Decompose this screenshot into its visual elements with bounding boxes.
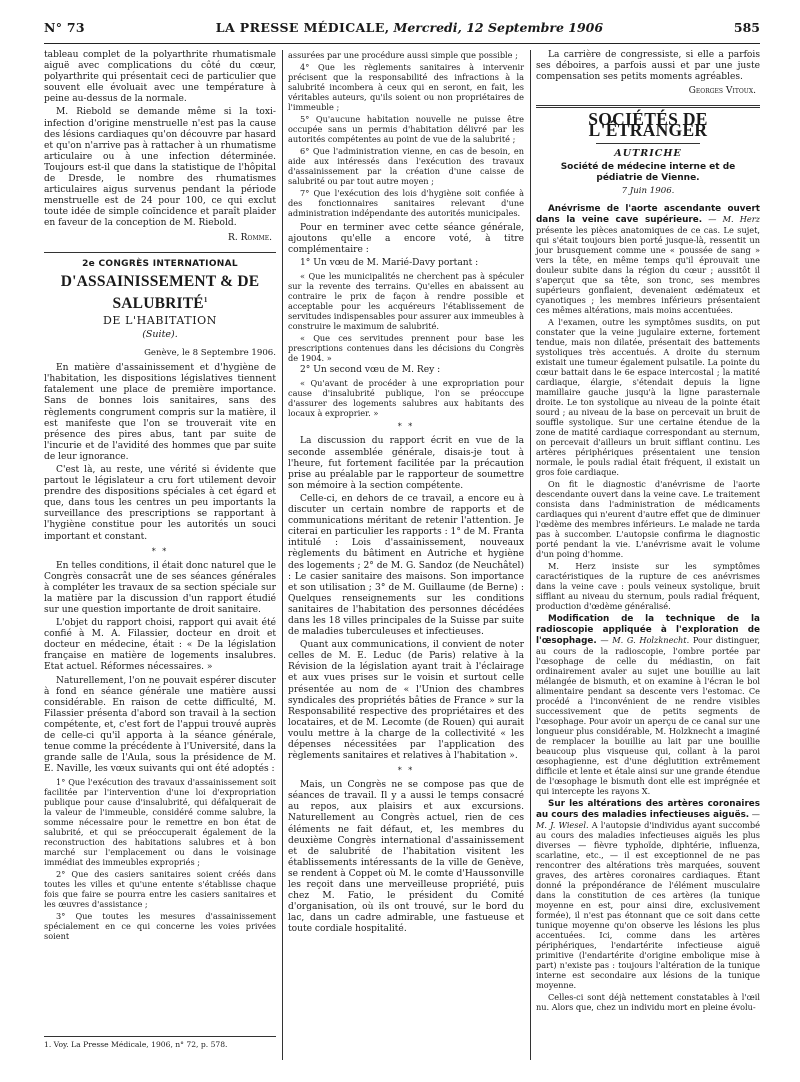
resolution-item: assurées par une procédure aussi simple que possible ; <box>288 50 518 60</box>
paragraph: La discussion du rapport écrit en vue de la seconde assemblée générale, disais-je tout à l'heure, fut fortement facilitée par la précaution prise au préalable par le rapporteur de soumettre son mémoire à la section compétente. <box>288 436 524 491</box>
issue-date: Mercredi, 12 Septembre 1906 <box>393 20 604 35</box>
report-text: présente les pièces anatomiques de ce cas. Le sujet, qui s'était toujours bien porté jusque-là, ressentit un jour brusquement comme une « poussée de sang » vers la tête, en même temps qu'il éprouvait une douleur subite dans la région du cœur ; aussitôt il s'aperçut que sa tête, son tronc, ses membres supérieurs gonflaient, devenaient œdémateux et cyanotiques ; les membres inférieurs présentaient ces mêmes altérations, mais moins accentuées. <box>536 224 760 315</box>
section-title: SOCIÉTÉS DE L'ÉTRANGER <box>588 109 708 141</box>
report-author: M. J. Wiesel. <box>536 819 589 830</box>
resolution-item: 2° Que des casiers sanitaires soient créés dans toutes les villes et qu'une entente s'établisse chaque fois que faire se pourra entre les casiers sanitaires et les œuvres d'assistance ; <box>44 869 276 910</box>
resolution-item: 6° Que l'administration vienne, en cas de besoin, en aide aux intéressés dans l'exécution des travaux d'assainissement par la création d'une caisse de salubrité ou par tout autre moyen ; <box>288 146 524 186</box>
header-rule <box>44 43 760 44</box>
report-author: M. G. Holzknecht. <box>612 634 690 645</box>
quotation: « Que ces servitudes prennent pour base les prescriptions contenues dans les décisions du Congrès de 1904. » <box>288 333 524 364</box>
issue-number: N° 73 <box>44 20 85 35</box>
paragraph: M. Herz insiste sur les symptômes caractéristiques de la rupture de ces anévrismes dans la veine cave : pouls veineux systolique, bruit sifflant au niveau du sternum, pouls radial fréquent, production d'œdème généralisé. <box>536 560 760 611</box>
footnote-marker: 1 <box>203 295 208 304</box>
column-3 <box>536 50 760 1014</box>
column-2 <box>288 50 524 938</box>
paragraph: Celle-ci, en dehors de ce travail, a encore eu à discuter un certain nombre de rapports et de communications méritant de retenir l'attention. Je citerai en particulier les rapports : 1° de M. Franta intitulé : Lois d'assainissement, nouveaux règlements du bâtiment en Autriche et hygiène des logements ; 2° de M. G. Sandoz (de Neuchâtel) : Le casier sanitaire des maisons. Son importance et son utilisation ; 3° de M. Guillaume (de Berne) : Quelques renseignements sur les conditions sanitaires de l'habitation des personnes décédées dans les 18 villes principales de la Suisse par suite de maladies tuberculeuses et infectieuses. <box>288 493 524 638</box>
journal-masthead <box>216 20 603 35</box>
wish-heading: 2° Un second vœu de M. Rey : <box>300 365 441 376</box>
paragraph: Mais, un Congrès ne se compose pas que de séances de travail. Il y a aussi le temps consacré au repos, aux plaisirs et aux excursions. Naturellement au Congrès actuel, rien de ces éléments ne fait défaut, et, les membres du deuxième Congrès international d'assainissement et de salubrité de l'habitation visitent les établissements intéressants de la ville de Genève, se rendent à Coppet où M. le comte d'Haussonville les reçoit dans une merveilleuse propriété, puis chez M. Fatio, le président du Comité d'organisation, où ils ont trouvé, sur le bord du lac, dans un cadre admirable, une fastueuse et toute cordiale hospitalité. <box>288 780 524 935</box>
paragraph: La carrière de congressiste, si elle a parfois ses déboires, a parfois aussi et par une juste compensation ses petits moments agréables. <box>536 50 760 83</box>
paragraph: Pour en terminer avec cette séance générale, ajoutons qu'elle a encore voté, à titre complémentaire : <box>288 223 524 256</box>
report-radioscopie: Modification de la technique de la radioscopie appliquée à l'exploration de l'œsophage. — M. G. Holzknecht. Pour distinguer, au cours de la radioscopie, l'ombre portée par l'œsophage de celle du médiastin, on fait ordinairement avaler au sujet une bouillie au lait mélangée de bismuth, et on examine à l'écran le bol alimentaire pendant sa descente vers l'estomac. Ce procédé a l'inconvénient de ne rendre visibles successivement que de petits segments de l'œsophage. Pour avoir un aperçu de ce canal sur une longueur plus considérable, M. Holzknecht a imaginé de remplacer la bouillie au lait par une bouillie beaucoup plus visqueuse qui, collant à la paroi œsophagienne, est d'une déglutition extrêmement difficile et lente et étale ainsi sur une grande étendue de l'œsophage le bismuth dont elle est imprégnée et qui intercepte les rayons X. <box>536 613 760 796</box>
congress-suite: (Suite). <box>142 328 178 340</box>
congress-number: 2e CONGRÈS INTERNATIONAL <box>82 258 238 269</box>
report-title: Modification de la technique de la radioscopie appliquée à l'exploration de l'œsophage. <box>536 613 760 646</box>
paragraph: tableau complet de la polyarthrite rhumatismale aiguë avec complications du côté du cœur, polyarthrite qui présentait ceci de particulier que souvent elle évoluait avec une température à peine au-dessus de la normale. <box>44 50 276 105</box>
paragraph: Quant aux communications, il convient de noter celles de M. E. Leduc (de Paris) relative à la Révision de la législation ayant trait à l'éclairage et aux vues prises sur le voisin et surtout celle présentée au nom de « l'Union des chambres syndicales des propriétés bâties de France » sur la Responsabilité respective des propriétaires et des locataires, et de M. Lecomte (de Rouen) qui aurait voulu mettre à la charge de la collectivité « les dépenses nécessitées par l'application des règlements sanitaires et relatives à l'habitation ». <box>288 640 524 762</box>
section-stars: * * <box>397 422 415 432</box>
column-1 <box>44 50 276 943</box>
wish-heading: 1° Un vœu de M. Marié-Davy portant : <box>300 258 479 269</box>
report-title: Sur les altérations des artères coronaires au cours des maladies infectieuses aiguës. <box>536 798 760 820</box>
resolution-item: 7° Que l'exécution des lois d'hygiène soit confiée à des fonctionnaires sanitaires relevant d'une administration indépendante des autorités municipales. <box>288 188 524 218</box>
report-title: Anévrisme de l'aorte ascendante ouvert dans la veine cave supérieure. <box>536 203 760 225</box>
page-number: 585 <box>733 20 760 35</box>
paragraph: A l'examen, outre les symptômes susdits, on put constater que la veine jugulaire externe, fortement tendue, mais non dilatée, présentait des battements systoliques très accentués. A droite du sternum existait une tumeur également pulsatile. La pointe du cœur battait dans le 6e espace intercostal ; la matité cardiaque, élargie, s'étendait depuis la ligne mamillaire gauche jusqu'à la ligne parasternale droite. Le ton systolique au niveau de la pointe était sourd ; au niveau de la base on percevait un bruit de souffle systolique. Sur une certaine étendue de la zone de matité cardiaque correspondant au sternum, on percevait d'ailleurs un bruit sifflant continu. Les artères périphériques présentaient une tension normale, le pouls radial était fréquent, il existait un gros foie cardiaque. <box>536 316 760 477</box>
title-underline <box>596 143 700 144</box>
column-divider-2 <box>530 50 531 1060</box>
paragraph: Celles-ci sont déjà nettement constatables à l'œil nu. Alors que, chez un individu mort en pleine évolu- <box>536 991 760 1012</box>
report-anevrisme: Anévrisme de l'aorte ascendante ouvert dans la veine cave supérieure. — M. Herz présente les pièces anatomiques de ce cas. Le sujet, qui s'était toujours bien porté jusque-là, ressentit un jour brusquement comme une « poussée de sang » vers la tête, en même temps qu'il éprouvait une douleur subite dans la région du cœur ; aussitôt il s'aperçut que sa tête, son tronc, ses membres supérieurs gonflaient, devenaient œdémateux et cyanotiques ; les membres inférieurs présentaient ces mêmes altérations, mais moins accentuées. <box>536 203 760 315</box>
page-header <box>44 20 760 42</box>
resolution-item: 4° Que les règlements sanitaires à intervenir précisent que la responsabilité des infractions à la salubrité incombera à ceux qui en seront, en fait, les véritables auteurs, qu'ils soient ou non propriétaires de l'immeuble ; <box>288 62 524 112</box>
congress-title: D'ASSAINISSEMENT & DE SALUBRITÉ$^1$ <box>60 272 260 312</box>
section-separator <box>44 252 276 253</box>
dateline: Genève, le 8 Septembre 1906. <box>144 348 276 359</box>
section-separator <box>536 105 760 108</box>
country-heading: AUTRICHE <box>614 147 682 159</box>
column-divider-1 <box>282 50 283 1060</box>
report-author: M. Herz <box>722 213 760 224</box>
journal-title: LA PRESSE MÉDICALE, <box>215 20 390 35</box>
paragraph: On fit le diagnostic d'anévrisme de l'aorte descendante ouvert dans la veine cave. Le traitement consista dans l'administration de médicaments cardiaques qui n'eurent d'autre effet que de diminuer l'œdème des membres inférieurs. Le malade ne tarda pas à succomber. L'autopsie confirma le diagnostic porté pendant la vie. L'anévrisme avait le volume d'un poing d'homme. <box>536 478 760 559</box>
society-name: Société de médecine interne et de pédiatrie de Vienne. <box>560 161 736 183</box>
resolution-item: 3° Que toutes les mesures d'assainissement spécialement en ce qui concerne les voies privées soient <box>44 911 276 942</box>
congress-subtitle: DE L'HABITATION <box>102 313 218 327</box>
quotation: « Que les municipalités ne cherchent pas à spéculer sur la revente des terrains. Qu'elles en abaissent au contraire le prix de façon à rendre possible et acceptable pour les acquéreurs l'établissement de servitudes indispensables pour assurer aux immeubles à construire le maximum de salubrité. <box>288 271 524 332</box>
paragraph: C'est là, au reste, une vérité si évidente que partout le législateur a cru fort utilement devoir prendre des dispositions spéciales à cet égard et que, dans tous les centres un peu importants la surveillance des prescriptions se rapportant à l'hygiène constitue pour les autorités un souci important et constant. <box>44 464 276 542</box>
paragraph: Naturellement, l'on ne pouvait espérer discuter à fond en séance générale une matière aussi considérable. En raison de cette difficulté, M. Filassier présenta d'abord son travail à la section compétente, et, c'est fort de l'appui trouvé auprès de celle-ci qu'il apporta à la séance générale, tenue comme la précédente à l'Université, dans la grande salle de l'Aula, sous la présidence de M. E. Naville, les vœux suivants qui ont été adoptés : <box>44 675 276 775</box>
paragraph: En telles conditions, il était donc naturel que le Congrès consacrât une de ses séances générales à compléter les travaux de sa section spéciale sur la matière par la discussion d'un rapport étudié sur une question importante de droit sanitaire. <box>44 560 276 615</box>
paragraph: L'objet du rapport choisi, rapport qui avait été confié à M. A. Filassier, docteur en droit et docteur en médecine, était : « De la législation française en matière de logements insalubres. Etat actuel. Réformes nécessaires. » <box>44 618 276 673</box>
report-text: A l'autopsie d'individus ayant succombé au cours des maladies infectieuses aiguës les plus diverses — fièvre typhoïde, diphtérie, influenza, scarlatine, etc., — il est exceptionnel de ne pas rencontrer des altérations très marquées, souvent graves, des artères coronaires cardiaques. Étant donné la prépondérance de l'élément musculaire dans la constitution de ces artères (la tunique moyenne en est, pour ainsi dire, exclusivement formée), il n'est pas étonnant que ce soit dans cette tunique moyenne qu'on observe les lésions les plus accentuées. Ici, comme dans les artères périphériques, l'endartérite infectieuse aiguë primitive (l'endartérite d'origine embolique mise à part) n'existe pas : toujours l'altération de la tunique interne est secondaire aux lésions de la tunique moyenne. <box>536 819 760 990</box>
article-signature: R. Romme. <box>228 232 272 243</box>
quotation: « Qu'avant de procéder à une expropriation pour cause d'insalubrité publique, l'on se préoccupe d'assurer des logements salubres aux habitants des locaux à exproprier. » <box>288 378 524 419</box>
paragraph: M. Riebold se demande même si la toxi-infection d'origine menstruelle n'est pas la cause des lésions cardiaques qu'on découvre par hasard et qu'on n'arrive pas à rattacher à un rhumatisme articulaire ou à une infection déterminée. Toujours est-il que dans la statistique de l'hôpital de Dresde, le nombre des rhumatismes articulaires aigus survenus pendant la période menstruelle est de 24 pour 100, ce qui exclut toute idée de simple coïncidence et paraît plaider en faveur de la conception de M. Riebold. <box>44 107 276 229</box>
meeting-date: 7 Juin 1906. <box>621 185 675 196</box>
resolution-item: 5° Qu'aucune habitation nouvelle ne puisse être occupée sans un permis d'habitation délivré par les autorités compétentes au point de vue de la salubrité ; <box>288 114 524 144</box>
article-signature: Georges Vitoux. <box>688 86 756 97</box>
footnote: 1. Voy. La Presse Médicale, 1906, n° 72, p. 578. <box>44 1036 276 1049</box>
resolution-item: 1° Que l'exécution des travaux d'assainissement soit facilitée par l'intervention d'une loi d'expropriation publique pour cause d'insalubrité, qui défalquerait de la valeur de l'immeuble, considéré comme salubre, la somme nécessaire pour le remettre en bon état de salubrité, et qui se préoccuperait également de la reconstruction des habitations salubres et à bon marché sur l'emplacement ou dans le voisinage immédiat des immeubles expropriés ; <box>44 777 276 868</box>
section-stars: * * <box>397 766 415 776</box>
report-coronaires: Sur les altérations des artères coronaires au cours des maladies infectieuses aiguës. — M. J. Wiesel. A l'autopsie d'individus ayant succombé au cours des maladies infectieuses aiguës les plus diverses — fièvre typhoïde, diphtérie, influenza, scarlatine, etc., — il est exceptionnel de ne pas rencontrer des altérations très marquées, souvent graves, des artères coronaires cardiaques. Étant donné la prépondérance de l'élément musculaire dans la constitution de ces artères (la tunique moyenne en est, pour ainsi dire, exclusivement formée), il n'est pas étonnant que ce soit dans cette tunique moyenne qu'on observe les lésions les plus accentuées. Ici, comme dans les artères périphériques, l'endartérite infectieuse aiguë primitive (l'endartérite d'origine embolique mise à part) n'existe pas : toujours l'altération de la tunique interne est secondaire aux lésions de la tunique moyenne. <box>536 798 760 990</box>
section-stars: * * <box>151 546 169 556</box>
paragraph: En matière d'assainissement et d'hygiène de l'habitation, les dispositions législatives tiennent fatalement une place de première importance. Sans de bonnes lois sanitaires, sans des règlements congrument compris sur la matière, il est manifeste que l'on se trouverait vite en présence des pires abus, tant par suite de l'incurie et de l'avidité des hommes que par suite de leur ignorance. <box>44 363 276 462</box>
report-text: Pour distinguer, au cours de la radioscopie, l'ombre portée par l'œsophage de celle du médiastin, on fait ordinairement avaler au sujet une bouillie au lait mélangée de bismuth, et on examine à l'écran le bol alimentaire pendant sa descente vers l'estomac. Ce procédé a l'inconvénient de ne rendre visibles successivement que de petits segments de l'œsophage. Pour avoir un aperçu de ce canal sur une longueur plus considérable, M. Holzknecht a imaginé de remplacer la bouillie au lait par une bouillie beaucoup plus visqueuse qui, collant à la paroi œsophagienne, est d'une déglutition extrêmement difficile et lente et étale ainsi sur une grande étendue de l'œsophage le bismuth dont elle est imprégnée et qui intercepte les rayons X. <box>536 634 760 796</box>
